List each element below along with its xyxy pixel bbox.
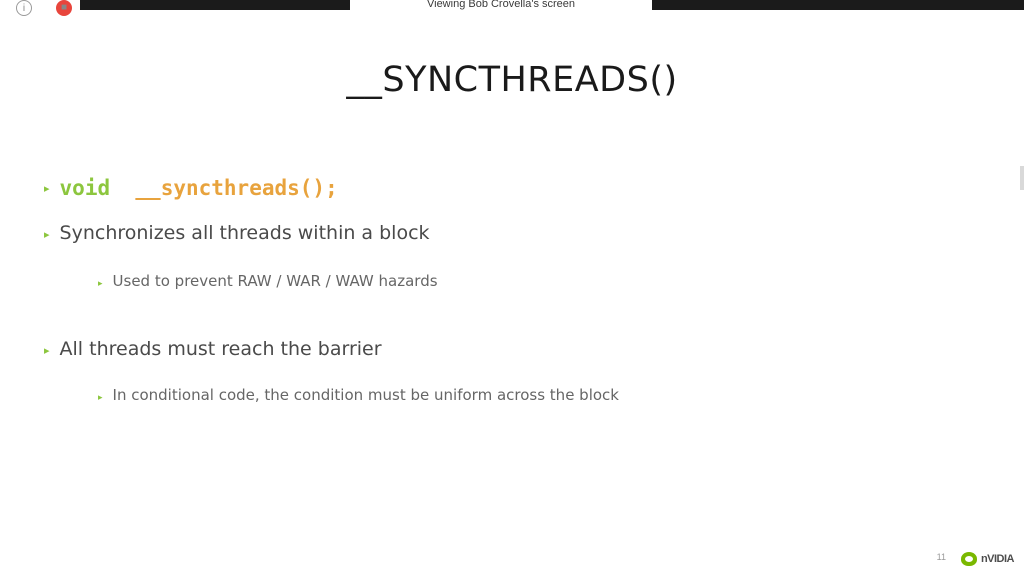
share-bar-title: Viewing Bob Crovella's screen (350, 0, 652, 12)
stop-share-icon[interactable]: ■ (56, 0, 72, 16)
bullet-marker-icon: ▸ (98, 278, 103, 288)
code-gap (110, 176, 135, 200)
list-item (98, 386, 990, 404)
nvidia-eye-icon (961, 552, 977, 566)
list-item-label: All threads must reach the barrier (59, 338, 382, 360)
list-item-label: Synchronizes all threads within a block (59, 222, 430, 244)
list-item (44, 338, 990, 360)
nvidia-logo-text: nVIDIA (980, 553, 1014, 565)
list-item-label: Used to prevent RAW / WAR / WAW hazards (112, 272, 438, 290)
code-keyword: void (59, 176, 111, 200)
code-signature (60, 176, 338, 200)
slide-content (40, 176, 990, 404)
bullet-marker-icon: ▸ (44, 229, 50, 241)
list-item (44, 222, 990, 244)
list-item (98, 272, 990, 290)
list-item-code (44, 176, 990, 200)
list-item-label: In conditional code, the condition must be uniform across the block (112, 386, 619, 404)
slide-page-number: 11 (936, 552, 946, 562)
scroll-indicator (1020, 166, 1024, 190)
bullet-marker-icon: ▸ (44, 183, 50, 195)
code-terminator: ; (325, 176, 338, 200)
info-icon[interactable]: i (16, 0, 32, 16)
nvidia-logo (961, 552, 1014, 566)
share-bar-right-segment (652, 0, 1024, 10)
presentation-slide (0, 16, 1024, 572)
share-bar-left-segment (80, 0, 350, 10)
bullet-marker-icon: ▸ (44, 345, 50, 357)
screen-share-bar (0, 0, 1024, 16)
page-title: __SYNCTHREADS() (346, 60, 678, 100)
bullet-marker-icon: ▸ (98, 392, 103, 402)
code-function-name: __syncthreads() (135, 176, 326, 200)
